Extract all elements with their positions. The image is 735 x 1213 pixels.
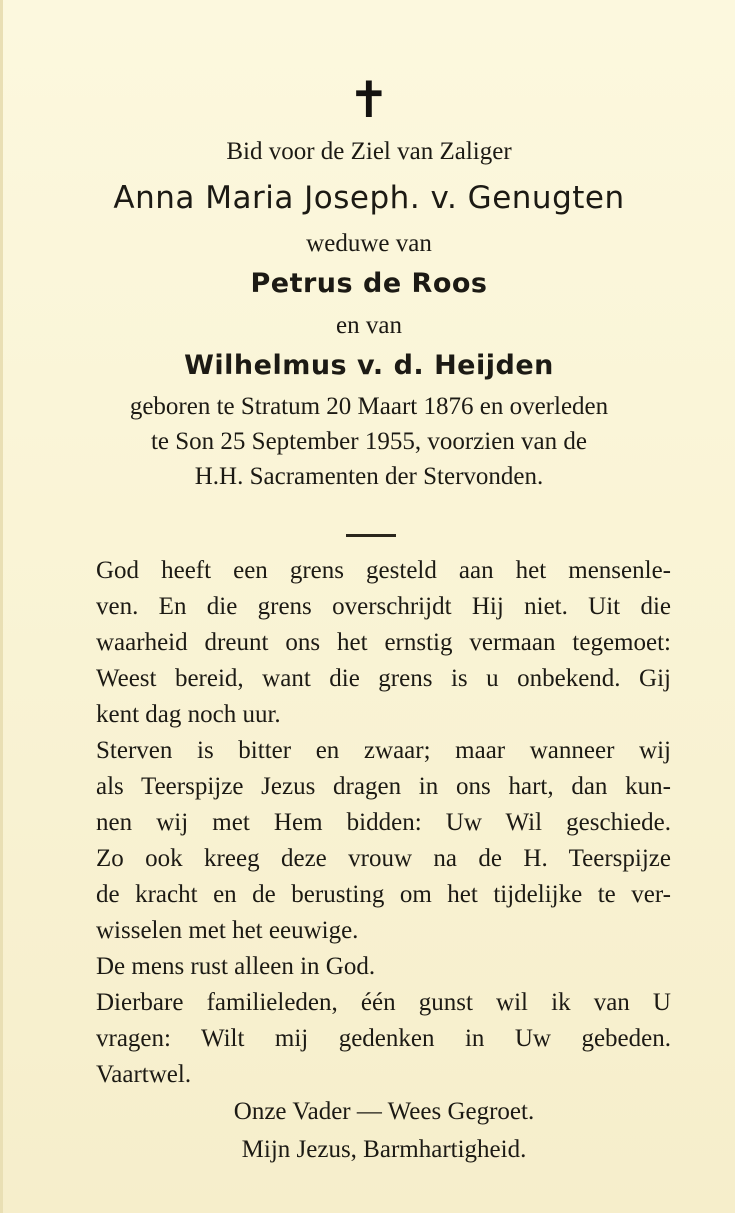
birth-death-line-2: te Son 25 September 1955, voorzien van de [150,428,587,455]
text-line: kent dag noch uur. [96,701,281,728]
widow-of-line: weduwe van [306,230,432,257]
meditation-text [96,553,671,1093]
text-line: vragen: Wilt mij gedenken in Uw gebeden. [96,1025,671,1052]
text-line: nen wij met Hem bidden: Uw Wil geschiede. [96,809,671,836]
text-line: de kracht en de berusting om het tijdelijke te ver- [96,881,671,908]
text-line: Vaartwel. [96,1061,192,1088]
text-line: Sterven is bitter en zwaar; maar wanneer wij [96,737,671,764]
birth-death-line-1: geboren te Stratum 20 Maart 1876 en overleden [129,393,609,420]
intro-line: Bid voor de Ziel van Zaliger [226,138,512,165]
text-line: waarheid dreunt ons het ernstig vermaan tegemoet: [96,629,671,656]
second-husband-name: Wilhelmus v. d. Heijden [184,350,554,381]
text-line: Zo ook kreeg deze vrouw na de H. Teerspijze [96,845,671,872]
text-line: De mens rust alleen in God. [96,953,376,980]
first-husband-name: Petrus de Roos [250,268,488,299]
text-line: ven. En die grens overschrijdt Hij niet. Uit die [96,593,671,620]
divider-rule [346,534,396,537]
and-of-line: en van [336,312,402,339]
text-line: als Teerspijze Jezus dragen in ons hart, dan kun- [96,773,671,800]
deceased-name: Anna Maria Joseph. v. Genugten [113,180,625,216]
text-line: Weest bereid, want die grens is u onbekend. Gij [96,665,671,692]
text-line: wisselen met het eeuwige. [96,917,359,944]
text-line: Dierbare familieleden, één gunst wil ik van U [96,989,671,1016]
sacraments-line: H.H. Sacramenten der Stervonden. [194,463,544,490]
text-line: God heeft een grens gesteld aan het mensenle- [96,557,671,584]
cross-icon: ✝ [348,71,390,129]
prayer-line-2: Mijn Jezus, Barmhartigheid. [241,1136,527,1163]
prayer-line-1: Onze Vader — Wees Gegroet. [233,1098,535,1125]
